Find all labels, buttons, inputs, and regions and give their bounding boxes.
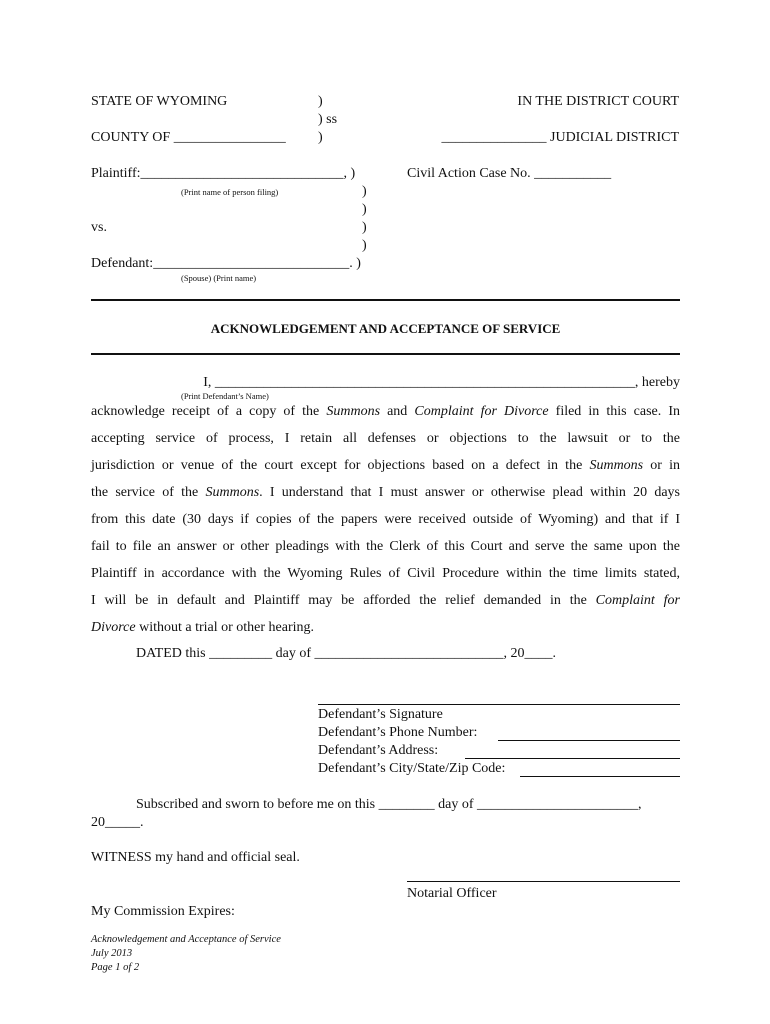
vs-label: vs. xyxy=(91,220,107,235)
commission-expires-label: My Commission Expires: xyxy=(91,904,235,919)
address-line xyxy=(465,758,680,759)
acknowledgement-paragraph xyxy=(91,398,680,641)
defendant-name-line: I, ____________________________________________________________, hereby xyxy=(203,375,680,390)
text-run: Plaintiff in accordance with the Wyoming Rules of Civil Procedure within the time limits stated, xyxy=(91,566,680,581)
footer-date: July 2013 xyxy=(91,948,133,959)
text-run: and xyxy=(380,404,415,419)
title-top-rule xyxy=(91,299,680,301)
caption-paren: ) xyxy=(362,238,367,253)
subscribed-year: 20_____. xyxy=(91,815,144,830)
footer-page: Page 1 of 2 xyxy=(91,962,140,973)
state-label: STATE OF WYOMING xyxy=(91,94,228,109)
phone-label: Defendant’s Phone Number: xyxy=(318,725,478,740)
caption-paren: ) xyxy=(362,202,367,217)
text-run: accepting service of process, I retain all defenses or objections to the lawsuit or to the xyxy=(91,431,680,446)
paragraph-line xyxy=(91,560,680,587)
subscribed-line: Subscribed and sworn to before me on this ________ day of _______________________, xyxy=(136,797,642,812)
phone-line xyxy=(498,740,680,741)
paragraph-line xyxy=(91,506,680,533)
judicial-district-label: _______________ JUDICIAL DISTRICT xyxy=(441,130,679,145)
notary-signature-line xyxy=(407,881,680,882)
defendant-field: Defendant:____________________________. ) xyxy=(91,256,361,271)
text-run: fail to file an answer or other pleadings with the Clerk of this Court and serve the same upon the xyxy=(91,539,680,554)
paragraph-line xyxy=(91,533,680,560)
dated-line: DATED this _________ day of ___________________________, 20____. xyxy=(136,646,556,661)
defendant-note: (Spouse) (Print name) xyxy=(181,273,257,283)
caption-paren: ) xyxy=(362,220,367,235)
title-bottom-rule xyxy=(91,353,680,355)
footer-form-name: Acknowledgement and Acceptance of Service xyxy=(91,934,281,945)
witness-line: WITNESS my hand and official seal. xyxy=(91,850,300,865)
caption-paren: ) xyxy=(362,184,367,199)
paragraph-line xyxy=(91,398,680,425)
case-number-field: Civil Action Case No. ___________ xyxy=(407,166,612,181)
italic-run: Summons xyxy=(205,485,260,500)
text-run: without a trial or other hearing. xyxy=(135,620,315,635)
italic-run: Complaint for Divorce xyxy=(414,404,549,419)
ss-label: ) ss xyxy=(318,112,338,127)
notarial-officer-label: Notarial Officer xyxy=(407,886,497,901)
text-run: or in xyxy=(643,458,680,473)
text-run: the service of the xyxy=(91,485,206,500)
ss-paren: ) xyxy=(318,130,323,145)
ss-paren: ) xyxy=(318,94,323,109)
italic-run: Summons xyxy=(589,458,644,473)
italic-run: Complaint for xyxy=(595,593,680,608)
text-run: filed in this case. In xyxy=(548,404,680,419)
italic-run: Summons xyxy=(326,404,381,419)
paragraph-line xyxy=(91,479,680,506)
signature-label: Defendant’s Signature xyxy=(318,707,443,722)
paragraph-line xyxy=(91,587,680,614)
county-label: COUNTY OF ________________ xyxy=(91,130,286,145)
text-run: acknowledge receipt of a copy of the xyxy=(91,404,327,419)
defendant-name-note: (Print Defendant’s Name) xyxy=(181,391,269,401)
court-label: IN THE DISTRICT COURT xyxy=(517,94,679,109)
address-label: Defendant’s Address: xyxy=(318,743,439,758)
plaintiff-field: Plaintiff:_____________________________, ) xyxy=(91,166,356,181)
paragraph-line xyxy=(91,425,680,452)
paragraph-line xyxy=(91,614,680,641)
city-state-zip-line xyxy=(520,776,680,777)
text-run: . I understand that I must answer or otherwise plead within 20 days xyxy=(259,485,680,500)
text-run: I will be in default and Plaintiff may be afforded the relief demanded in the xyxy=(91,593,596,608)
text-run: from this date (30 days if copies of the papers were received outside of Wyoming) and that if I xyxy=(91,512,680,527)
city-state-zip-label: Defendant’s City/State/Zip Code: xyxy=(318,761,506,776)
italic-run: Divorce xyxy=(91,620,136,635)
text-run: jurisdiction or venue of the court except for objections based on a defect in the xyxy=(91,458,590,473)
plaintiff-note: (Print name of person filing) xyxy=(181,187,279,197)
paragraph-line xyxy=(91,452,680,479)
document-title: ACKNOWLEDGEMENT AND ACCEPTANCE OF SERVICE xyxy=(210,321,561,336)
signature-line xyxy=(318,704,680,705)
